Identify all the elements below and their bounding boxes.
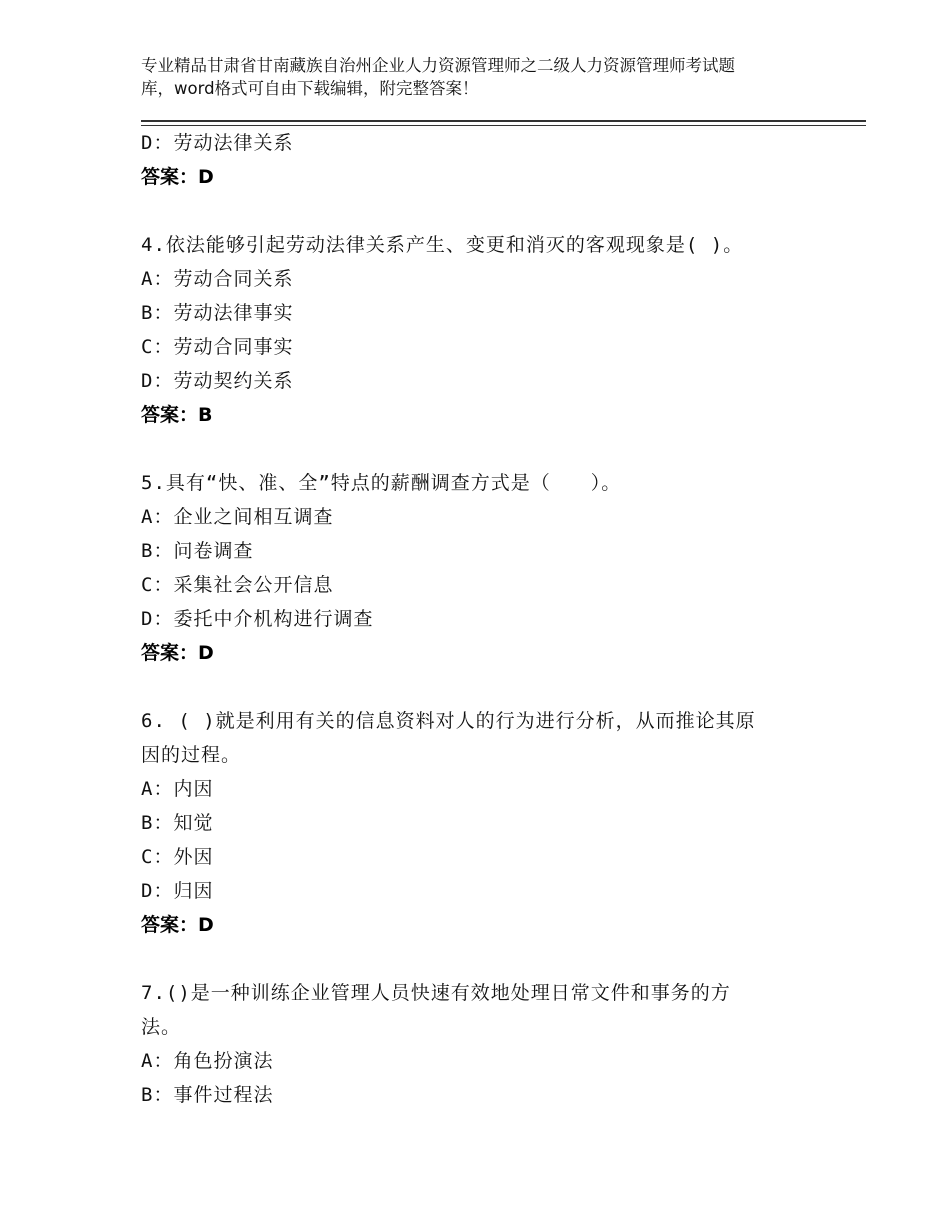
- option-a: A：角色扮演法: [141, 1050, 274, 1072]
- option-b: B：事件过程法: [141, 1084, 274, 1106]
- document-header: [141, 54, 831, 100]
- answer: 答案：B: [141, 404, 213, 426]
- question-7: [141, 976, 841, 1112]
- question-stem-line-2: 因的过程。: [141, 744, 242, 766]
- question-3-tail: [141, 126, 841, 194]
- option-a: A：劳动合同关系: [141, 268, 294, 290]
- option-a: A：企业之间相互调查: [141, 506, 334, 528]
- answer: 答案：D: [141, 914, 214, 936]
- question-stem-line-2: 法。: [141, 1016, 182, 1038]
- option-d: D：劳动契约关系: [141, 370, 294, 392]
- option-c: C：外因: [141, 846, 214, 868]
- option-d: D：委托中介机构进行调查: [141, 608, 374, 630]
- question-stem: 5.具有“快、准、全”特点的薪酬调查方式是（ ）。: [141, 472, 622, 494]
- question-list: [141, 126, 841, 1112]
- question-6: [141, 704, 841, 942]
- spacer: [141, 942, 841, 976]
- spacer: [141, 670, 841, 704]
- question-stem-line-1: 7.()是一种训练企业管理人员快速有效地处理日常文件和事务的方: [141, 982, 731, 1004]
- header-title-line-2: 库，word格式可自由下载编辑，附完整答案！: [141, 79, 479, 98]
- option-d: D：归因: [141, 880, 214, 902]
- option-b: B：知觉: [141, 812, 214, 834]
- question-5: [141, 466, 841, 670]
- question-stem-line-1: 6. ( )就是利用有关的信息资料对人的行为进行分析，从而推论其原: [141, 710, 756, 732]
- header-title-line-1: 专业精品甘肃省甘南藏族自治州企业人力资源管理师之二级人力资源管理师考试题: [141, 56, 735, 75]
- option-b: B：问卷调查: [141, 540, 254, 562]
- spacer: [141, 194, 841, 228]
- header-rule-thick: [141, 120, 866, 122]
- option-a: A：内因: [141, 778, 214, 800]
- spacer: [141, 432, 841, 466]
- question-stem: 4.依法能够引起劳动法律关系产生、变更和消灭的客观现象是( )。: [141, 234, 744, 256]
- option-c: C：劳动合同事实: [141, 336, 294, 358]
- option-d: D：劳动法律关系: [141, 132, 294, 154]
- answer: 答案：D: [141, 166, 214, 188]
- option-c: C：采集社会公开信息: [141, 574, 334, 596]
- answer: 答案：D: [141, 642, 214, 664]
- question-4: [141, 228, 841, 432]
- option-b: B：劳动法律事实: [141, 302, 294, 324]
